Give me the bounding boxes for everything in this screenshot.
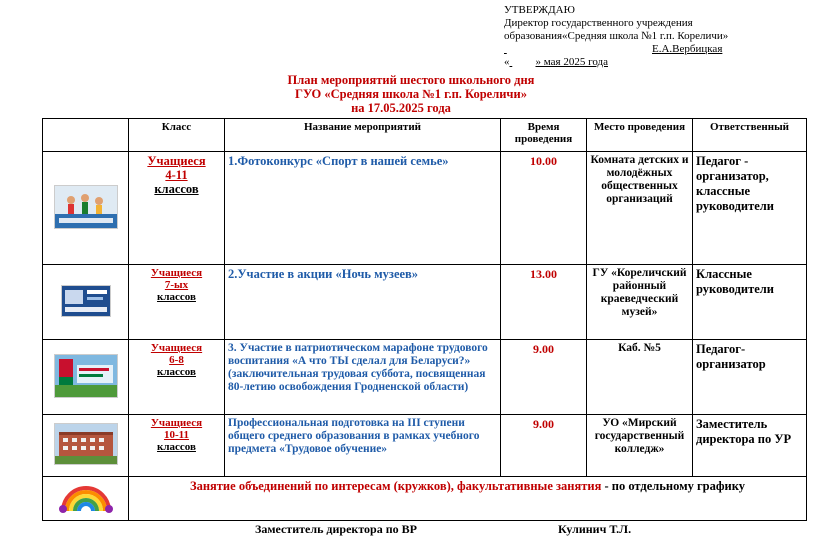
note-row	[43, 477, 807, 521]
row-place-cell: ГУ «Кореличский районный краеведческий музей»	[587, 265, 693, 340]
header-name: Название мероприятий	[225, 119, 501, 152]
header-image	[43, 119, 129, 152]
footer-name: Кулинич Т.Л.	[558, 522, 632, 536]
row-time-cell: 9.00	[501, 340, 587, 415]
row-place-cell: Комната детских и молодёжных общественных организаций	[587, 152, 693, 265]
note-text-black: - по отдельному графику	[601, 479, 745, 493]
approval-date-open: «	[504, 56, 510, 68]
events-table	[42, 118, 807, 521]
approval-organization: образования«Средняя школа №1 г.п. Кореличи»	[504, 30, 729, 42]
row-event-cell: 3. Участие в патриотическом марафоне трудового воспитания «А что ТЫ сделал для Беларуси?» (заключительная трудовая суббота, посвященная 80-летию освобождения Гродненской области)	[225, 340, 501, 415]
row-event-cell: 2.Участие в акции «Ночь музеев»	[225, 265, 501, 340]
header-responsible: Ответственный	[693, 119, 807, 152]
table-header-row	[43, 119, 807, 152]
patriotic-marathon-image	[54, 354, 118, 398]
row-image-cell	[43, 152, 129, 265]
rainbow-icon	[55, 479, 117, 515]
approval-position: Директор государственного учреждения	[504, 17, 693, 29]
row-responsible-cell: Заместитель директора по УР	[693, 415, 807, 477]
class-range: 10-11	[163, 429, 190, 441]
row-responsible-cell: Педагог - организатор, классные руководители	[693, 152, 807, 265]
approval-block	[504, 4, 728, 69]
note-cell	[129, 477, 807, 521]
class-range: 4-11	[165, 168, 188, 182]
title-line-1: План мероприятий шестого школьного дня	[287, 73, 535, 87]
approval-signature-line	[504, 43, 728, 56]
college-building-image	[54, 423, 118, 465]
table-row	[43, 415, 807, 477]
row-time-cell: 13.00	[501, 265, 587, 340]
sport-family-image	[54, 185, 118, 229]
rainbow-image-cell	[43, 477, 129, 521]
class-suffix: классов	[157, 291, 196, 303]
class-label: Учащиеся	[150, 342, 203, 354]
table-row	[43, 152, 807, 265]
row-time-cell: 10.00	[501, 152, 587, 265]
class-label: Учащиеся	[150, 417, 203, 429]
approval-date-text: » мая 2025 года	[535, 56, 608, 68]
footer-position: Заместитель директора по ВР	[255, 522, 417, 536]
class-label: Учащиеся	[150, 267, 203, 279]
row-class-cell	[129, 415, 225, 477]
row-time-cell: 9.00	[501, 415, 587, 477]
class-suffix: классов	[154, 182, 199, 196]
table-row	[43, 265, 807, 340]
approval-heading: УТВЕРЖДАЮ	[504, 4, 575, 16]
row-place-cell: УО «Мирский государственный колледж»	[587, 415, 693, 477]
row-image-cell	[43, 340, 129, 415]
title-line-3: на 17.05.2025 года	[351, 101, 451, 115]
row-responsible-cell: Педагог-организатор	[693, 340, 807, 415]
class-range: 6-8	[169, 354, 184, 366]
museum-night-image	[61, 285, 111, 317]
row-responsible-cell: Классные руководители	[693, 265, 807, 340]
row-image-cell	[43, 265, 129, 340]
header-class: Класс	[129, 119, 225, 152]
plan-title	[0, 73, 822, 115]
approval-date	[504, 56, 728, 69]
title-line-2: ГУО «Средняя школа №1 г.п. Кореличи»	[295, 87, 527, 101]
class-label: Учащиеся	[147, 154, 206, 168]
row-class-cell	[129, 265, 225, 340]
header-place: Место проведения	[587, 119, 693, 152]
row-class-cell	[129, 152, 225, 265]
note-text-red: Занятие объединений по интересам (кружков), факультативные занятия	[189, 479, 602, 493]
class-suffix: классов	[157, 441, 196, 453]
approval-signatory: Е.А.Вербицкая	[652, 43, 723, 55]
table-row	[43, 340, 807, 415]
class-range: 7-ых	[164, 279, 189, 291]
class-suffix: классов	[157, 366, 196, 378]
row-class-cell	[129, 340, 225, 415]
row-event-cell: 1.Фотоконкурс «Спорт в нашей семье»	[225, 152, 501, 265]
row-place-cell: Каб. №5	[587, 340, 693, 415]
row-image-cell	[43, 415, 129, 477]
row-event-cell: Профессиональная подготовка на III ступени общего среднего образования в рамках учебного предмета «Трудовое обучение»	[225, 415, 501, 477]
header-time: Время проведения	[501, 119, 587, 152]
